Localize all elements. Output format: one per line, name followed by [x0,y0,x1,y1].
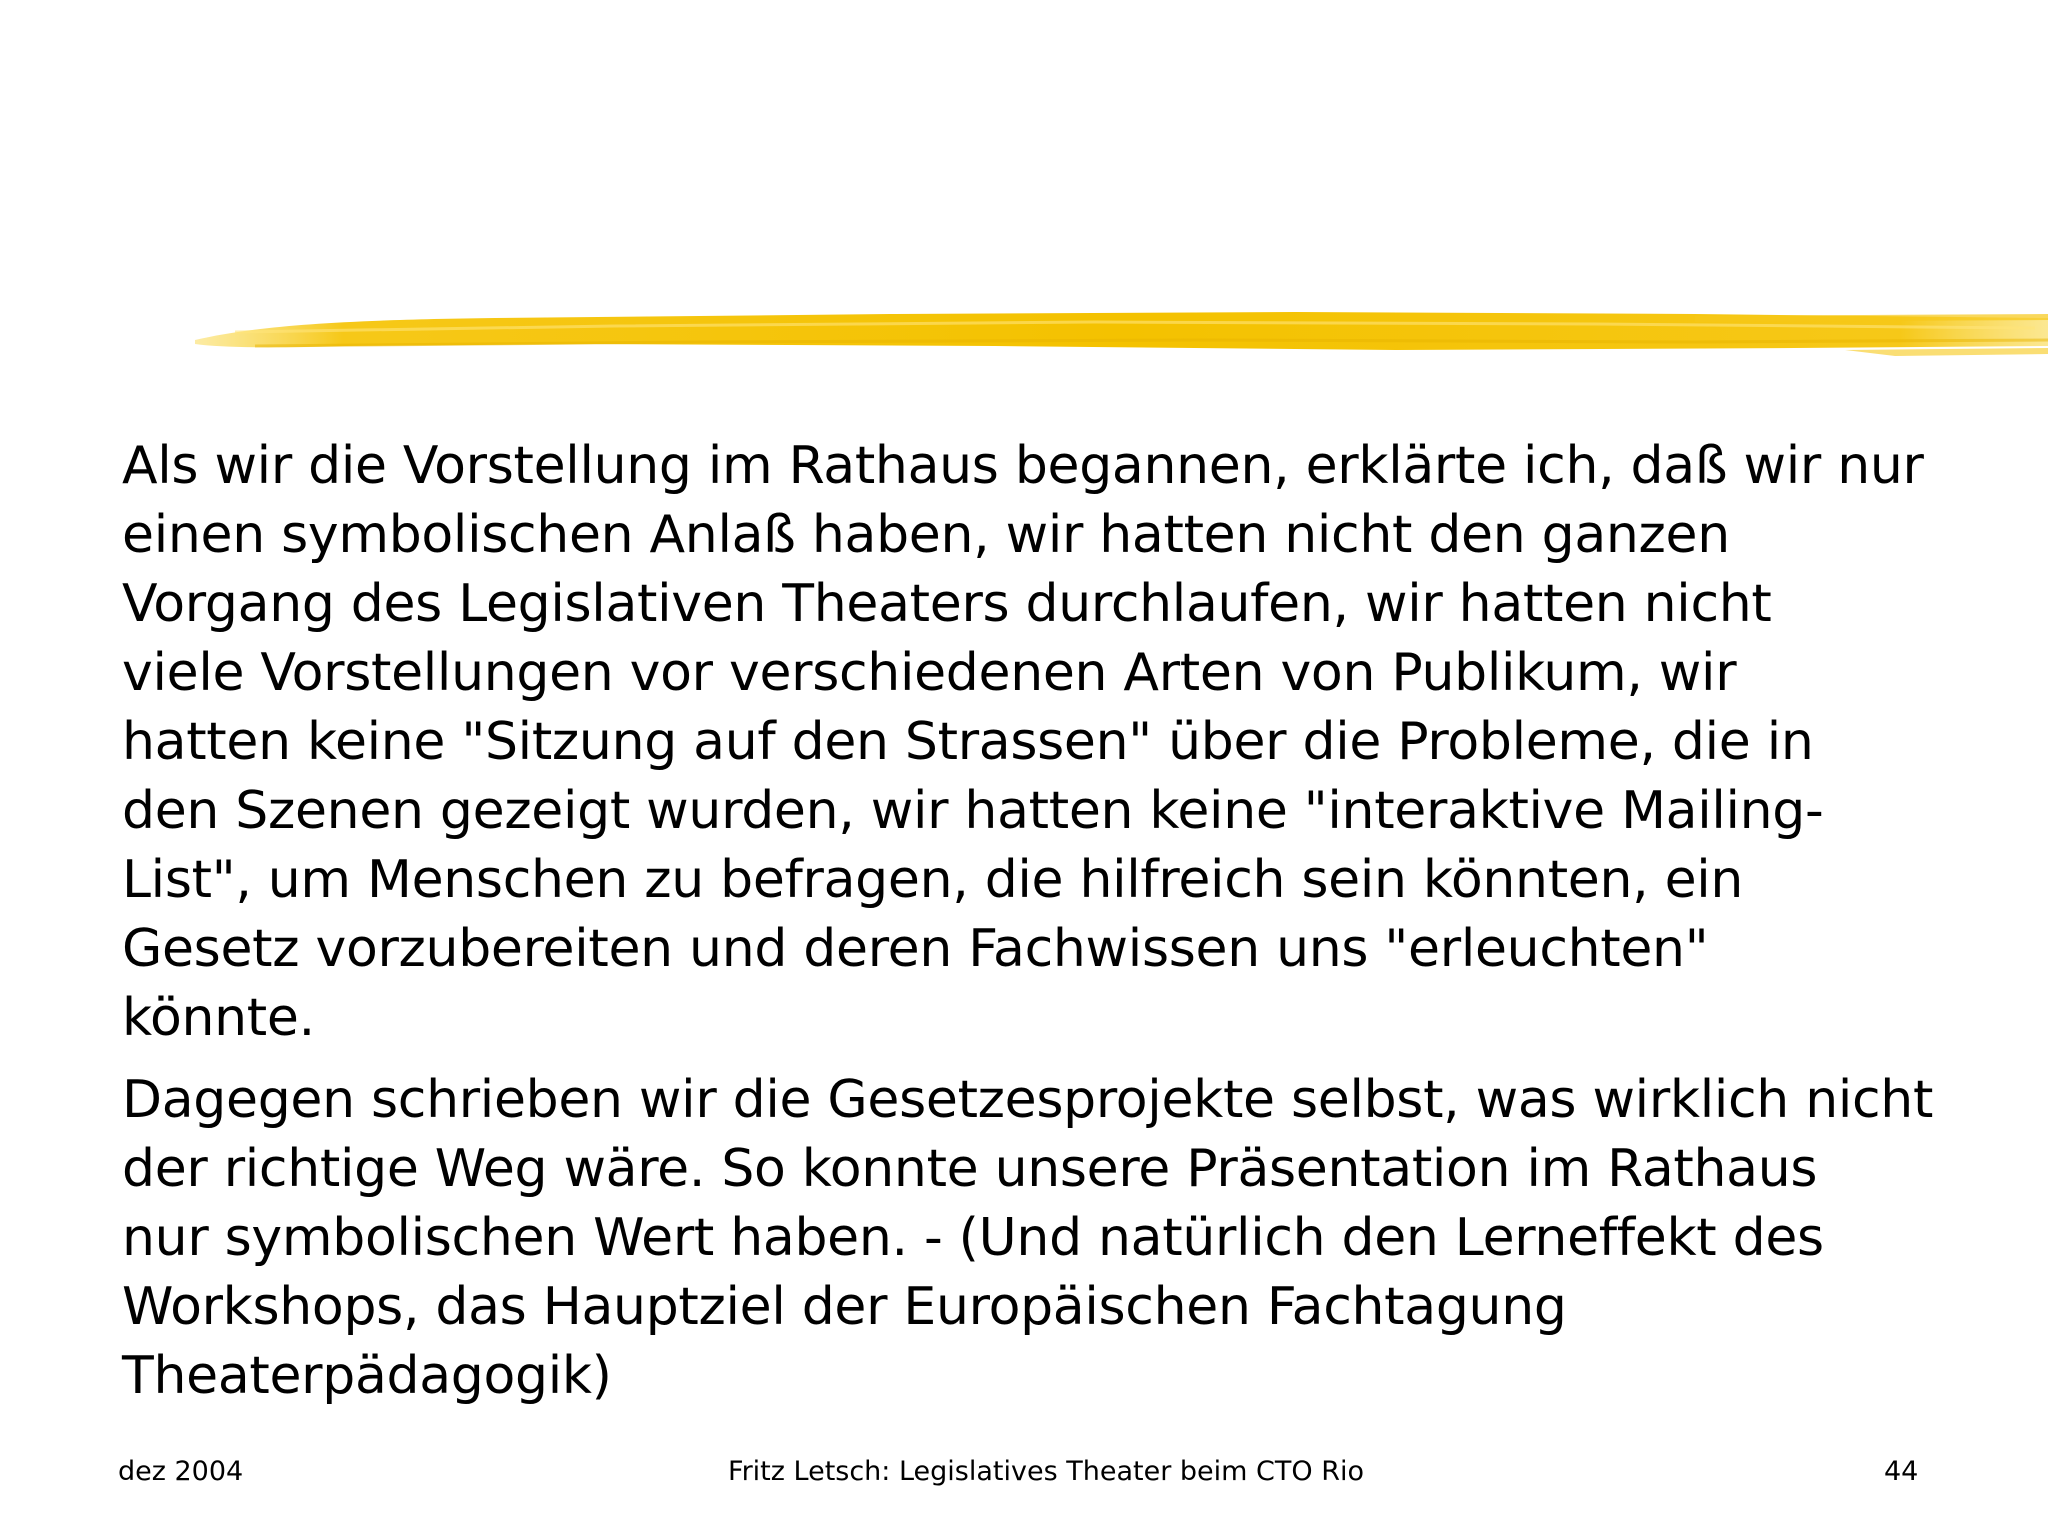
paragraph-line: der richtige Weg wäre. So konnte unsere Präsentation im Rathaus [122,1139,1818,1199]
paragraph-2 [122,1066,1934,1411]
paragraph-line: einen symbolischen Anlaß haben, wir hatten nicht den ganzen [122,505,1730,565]
paragraph-line: Gesetz vorzubereiten und deren Fachwissen uns "erleuchten" [122,919,1709,979]
page-number: 44 [1884,1456,1919,1487]
paragraph-line: List", um Menschen zu befragen, die hilfreich sein könnten, ein [122,850,1744,910]
paragraph-line: Theaterpädagogik) [122,1346,612,1406]
footer-date: dez 2004 [118,1456,244,1487]
paragraph-line: Workshops, das Hauptziel der Europäischen Fachtagung [122,1277,1567,1337]
paragraph-line: den Szenen gezeigt wurden, wir hatten keine "interaktive Mailing- [122,781,1824,841]
paragraph-line: Als wir die Vorstellung im Rathaus begannen, erklärte ich, daß wir nur [122,436,1924,496]
slide-body [122,432,1934,1424]
paragraph-line: Vorgang des Legislativen Theaters durchlaufen, wir hatten nicht [122,574,1772,634]
paragraph-line: hatten keine "Sitzung auf den Strassen" über die Probleme, die in [122,712,1814,772]
footer-title: Fritz Letsch: Legislatives Theater beim CTO Rio [728,1456,1364,1487]
paragraph-1 [122,432,1922,1053]
paragraph-line: Dagegen schrieben wir die Gesetzesprojekte selbst, was wirklich nicht [122,1070,1934,1130]
paragraph-line: könnte. [122,988,315,1048]
paragraph-line: viele Vorstellungen vor verschiedenen Arten von Publikum, wir [122,643,1737,703]
paragraph-line: nur symbolischen Wert haben. - (Und natürlich den Lerneffekt des [122,1208,1824,1268]
decorative-brush-stroke [195,296,2048,376]
